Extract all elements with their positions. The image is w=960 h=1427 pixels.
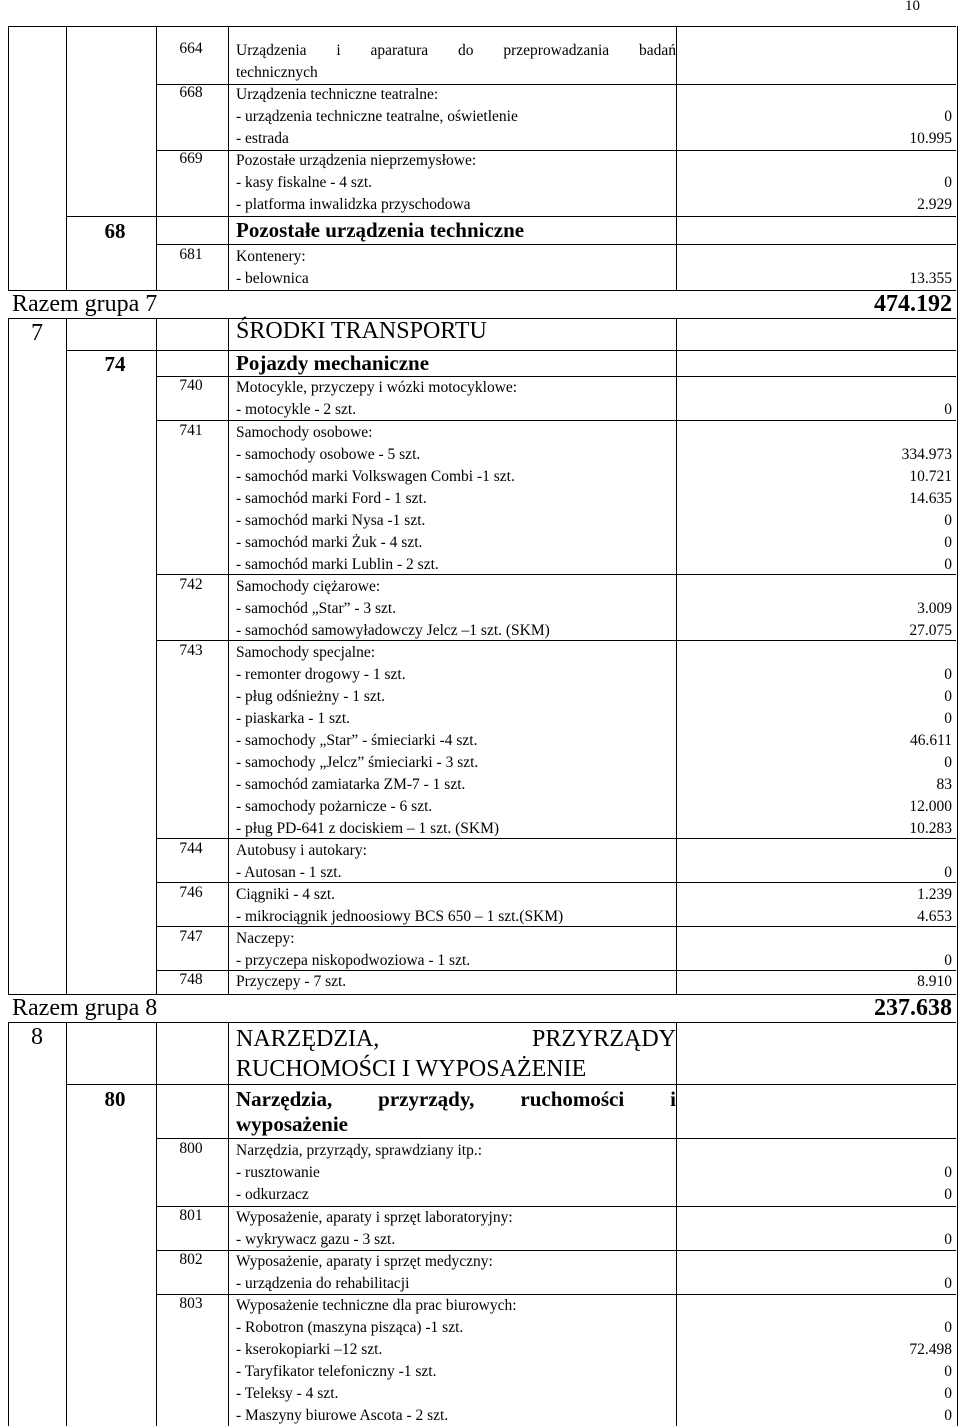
row-values	[684, 1295, 952, 1427]
group-title: ŚRODKI TRANSPORTU	[236, 318, 487, 344]
description-line: - urządzenia do rehabilitacji	[236, 1275, 410, 1292]
row-divider	[66, 216, 956, 217]
row-values	[684, 971, 952, 993]
description-line: - urządzenia techniczne teatralne, oświetlenie	[236, 108, 518, 125]
description-line: Samochody specjalne:	[236, 644, 376, 661]
value-cell: 0	[944, 864, 952, 881]
group-title	[236, 1087, 676, 1137]
value-cell: 0	[944, 1275, 952, 1292]
row-divider	[8, 1022, 956, 1023]
value-cell: 0	[944, 512, 952, 529]
value-cell	[684, 576, 952, 598]
description-line: - samochód marki Ford - 1 szt.	[236, 490, 427, 507]
value-cell: 334.973	[901, 446, 952, 463]
description-line: - przyczepa niskopodwoziowa - 1 szt.	[236, 952, 471, 969]
account-code: 742	[179, 576, 203, 593]
row-description	[236, 246, 676, 290]
description-line: - Teleksy - 4 szt.	[236, 1385, 339, 1402]
value-cell: 0	[944, 1385, 952, 1402]
description-line: - samochód marki Żuk - 4 szt.	[236, 534, 423, 551]
group-title: Pozostałe urządzenia techniczne	[236, 218, 525, 242]
description-line: - Taryfikator telefoniczny -1 szt.	[236, 1363, 437, 1380]
row-divider	[156, 1138, 956, 1139]
row-description	[236, 642, 676, 840]
value-cell: 13.355	[909, 270, 952, 287]
description-line: Wyposażenie techniczne dla prac biurowych:	[236, 1297, 517, 1314]
group-code: 74	[104, 352, 126, 376]
description-line: - mikrociągnik jednoosiowy BCS 650 – 1 szt.(SKM)	[236, 908, 564, 925]
value-cell: 72.498	[909, 1341, 952, 1358]
value-cell: 0	[944, 754, 952, 771]
description-line: Samochody ciężarowe:	[236, 578, 381, 595]
group-title-line: Narzędzia, przyrządy, ruchomości i	[236, 1087, 676, 1111]
description-line: technicznych	[236, 64, 318, 81]
account-code: 748	[179, 971, 203, 988]
description-line: - remonter drogowy - 1 szt.	[236, 666, 406, 683]
row-description	[236, 928, 676, 972]
row-description	[236, 150, 676, 216]
description-line: - odkurzacz	[236, 1186, 309, 1203]
value-cell: 0	[944, 1164, 952, 1181]
row-description	[236, 40, 676, 84]
row-description	[236, 971, 676, 993]
group-title: Pojazdy mechaniczne	[236, 351, 430, 375]
row-divider	[8, 26, 956, 27]
account-code: 800	[179, 1140, 203, 1157]
value-cell: 14.635	[909, 490, 952, 507]
description-line: - belownica	[236, 270, 309, 287]
description-line: Urządzenia techniczne teatralne:	[236, 86, 439, 103]
value-cell: 46.611	[909, 732, 952, 749]
value-cell: 0	[944, 952, 952, 969]
value-cell: 0	[944, 1319, 952, 1336]
group-total-value: 474.192	[874, 291, 952, 317]
value-cell	[684, 1207, 952, 1229]
description-line: - Maszyny biurowe Ascota - 2 szt.	[236, 1407, 449, 1424]
description-line: - samochód zamiatarka ZM-7 - 1 szt.	[236, 776, 466, 793]
value-cell: 0	[944, 174, 952, 191]
description-line: Przyczepy - 7 szt.	[236, 973, 347, 990]
value-cell: 0	[944, 1407, 952, 1424]
value-cell: 83	[936, 776, 952, 793]
row-description	[236, 1295, 676, 1427]
value-cell: 27.075	[909, 622, 952, 639]
value-cell	[684, 84, 952, 106]
value-cell: 3.009	[917, 600, 952, 617]
group-total-row	[8, 291, 956, 318]
row-divider	[156, 244, 956, 245]
description-line: Pozostałe urządzenia nieprzemysłowe:	[236, 152, 477, 169]
description-line: - samochód marki Nysa -1 szt.	[236, 512, 426, 529]
value-cell: 0	[944, 556, 952, 573]
value-cell: 0	[944, 1186, 952, 1203]
description-line: Kontenery:	[236, 248, 306, 265]
description-line: - pług PD-641 z dociskiem – 1 szt. (SKM)	[236, 820, 500, 837]
group-title-line: RUCHOMOŚCI I WYPOSAŻENIE	[236, 1056, 587, 1082]
description-line: - samochody „Jelcz” śmieciarki - 3 szt.	[236, 754, 479, 771]
value-cell	[684, 246, 952, 268]
description-line: - kserokopiarki –12 szt.	[236, 1341, 383, 1358]
description-line: - platforma inwalidzka przyschodowa	[236, 196, 471, 213]
value-cell	[684, 642, 952, 664]
row-values	[684, 884, 952, 928]
group-code: 80	[104, 1087, 126, 1111]
value-cell	[684, 1295, 952, 1317]
description-line: - samochody „Star” - śmieciarki -4 szt.	[236, 732, 478, 749]
value-cell	[684, 1251, 952, 1273]
group-code: 8	[31, 1024, 43, 1050]
row-values	[684, 1251, 952, 1295]
row-values	[684, 84, 952, 150]
row-description	[236, 84, 676, 150]
row-values	[684, 840, 952, 884]
value-cell	[684, 377, 952, 399]
description-line: Ciągniki - 4 szt.	[236, 886, 336, 903]
group-total-value: 237.638	[874, 995, 952, 1021]
column-divider	[66, 26, 67, 1426]
row-values	[684, 1207, 952, 1251]
row-values	[684, 928, 952, 972]
value-cell	[684, 928, 952, 950]
description-line: Autobusy i autokary:	[236, 842, 367, 859]
description-line: - kasy fiskalne - 4 szt.	[236, 174, 373, 191]
value-cell: 8.910	[917, 973, 952, 990]
account-code: 740	[179, 377, 203, 394]
account-code: 747	[179, 928, 203, 945]
value-cell	[684, 422, 952, 444]
value-cell: 10.283	[909, 820, 952, 837]
value-cell: 0	[944, 534, 952, 551]
group-total-label: Razem grupa 8	[12, 995, 158, 1021]
description-line: - motocykle - 2 szt.	[236, 401, 357, 418]
description-line: - Autosan - 1 szt.	[236, 864, 342, 881]
value-cell	[684, 840, 952, 862]
column-divider	[228, 26, 229, 1426]
value-cell: 0	[944, 1363, 952, 1380]
account-code: 664	[179, 40, 203, 57]
row-values	[684, 150, 952, 216]
value-cell: 10.995	[909, 130, 952, 147]
account-code: 744	[179, 840, 203, 857]
row-values	[684, 422, 952, 576]
account-code: 669	[179, 150, 203, 167]
group-total-label: Razem grupa 7	[12, 291, 158, 317]
group-title-line: wyposażenie	[236, 1112, 348, 1136]
row-divider	[66, 1084, 956, 1085]
value-cell: 0	[944, 710, 952, 727]
description-line: - wykrywacz gazu - 3 szt.	[236, 1231, 396, 1248]
value-cell: 12.000	[909, 798, 952, 815]
row-values	[684, 246, 952, 290]
group-title-line: NARZĘDZIA, PRZYRZĄDY	[236, 1026, 676, 1052]
row-description	[236, 377, 676, 421]
description-line: - piaskarka - 1 szt.	[236, 710, 351, 727]
value-cell: 0	[944, 1231, 952, 1248]
value-cell: 10.721	[909, 468, 952, 485]
account-code: 746	[179, 884, 203, 901]
description-line: Motocykle, przyczepy i wózki motocyklowe:	[236, 379, 518, 396]
description-line: - samochody pożarnicze - 6 szt.	[236, 798, 433, 815]
description-line: Narzędzia, przyrządy, sprawdziany itp.:	[236, 1142, 483, 1159]
description-line: - rusztowanie	[236, 1164, 320, 1181]
value-cell	[684, 150, 952, 172]
account-code: 802	[179, 1251, 203, 1268]
description-line: - samochód marki Volkswagen Combi -1 szt.	[236, 468, 515, 485]
description-line: - samochód „Star” - 3 szt.	[236, 600, 397, 617]
value-cell: 0	[944, 688, 952, 705]
account-code: 668	[179, 84, 203, 101]
group-code: 7	[31, 320, 43, 346]
description-line: - samochód marki Lublin - 2 szt.	[236, 556, 439, 573]
row-values	[684, 1140, 952, 1206]
value-cell: 2.929	[917, 196, 952, 213]
description-line: - samochody osobowe - 5 szt.	[236, 446, 421, 463]
account-code: 801	[179, 1207, 203, 1224]
account-code: 743	[179, 642, 203, 659]
description-line: - samochód samowyładowczy Jelcz –1 szt. (SKM)	[236, 622, 550, 639]
row-values	[684, 642, 952, 840]
row-divider	[66, 350, 956, 351]
row-description	[236, 422, 676, 576]
page-number: 10	[905, 0, 920, 14]
row-description	[236, 1251, 676, 1295]
value-cell: 1.239	[917, 886, 952, 903]
value-cell: 0	[944, 108, 952, 125]
description-line: Naczepy:	[236, 930, 295, 947]
account-code: 741	[179, 422, 203, 439]
account-code: 681	[179, 246, 203, 263]
row-values	[684, 377, 952, 421]
row-description	[236, 1207, 676, 1251]
group-code: 68	[104, 219, 126, 243]
value-cell: 0	[944, 666, 952, 683]
row-values	[684, 576, 952, 642]
description-line: Urządzenia i aparatura do przeprowadzania badań	[236, 42, 676, 59]
description-line: - estrada	[236, 130, 289, 147]
account-code: 803	[179, 1295, 203, 1312]
value-cell	[684, 1140, 952, 1162]
group-title	[236, 1024, 676, 1084]
row-description	[236, 1140, 676, 1206]
description-line: - Robotron (maszyna pisząca) -1 szt.	[236, 1319, 464, 1336]
row-description	[236, 576, 676, 642]
column-divider	[676, 26, 677, 1426]
description-line: Wyposażenie, aparaty i sprzęt laboratoryjny:	[236, 1209, 513, 1226]
row-description	[236, 840, 676, 884]
description-line: Wyposażenie, aparaty i sprzęt medyczny:	[236, 1253, 493, 1270]
description-line: Samochody osobowe:	[236, 424, 373, 441]
description-line: - pług odśnieżny - 1 szt.	[236, 688, 385, 705]
group-total-row	[8, 995, 956, 1022]
row-description	[236, 884, 676, 928]
value-cell: 4.653	[917, 908, 952, 925]
value-cell: 0	[944, 401, 952, 418]
